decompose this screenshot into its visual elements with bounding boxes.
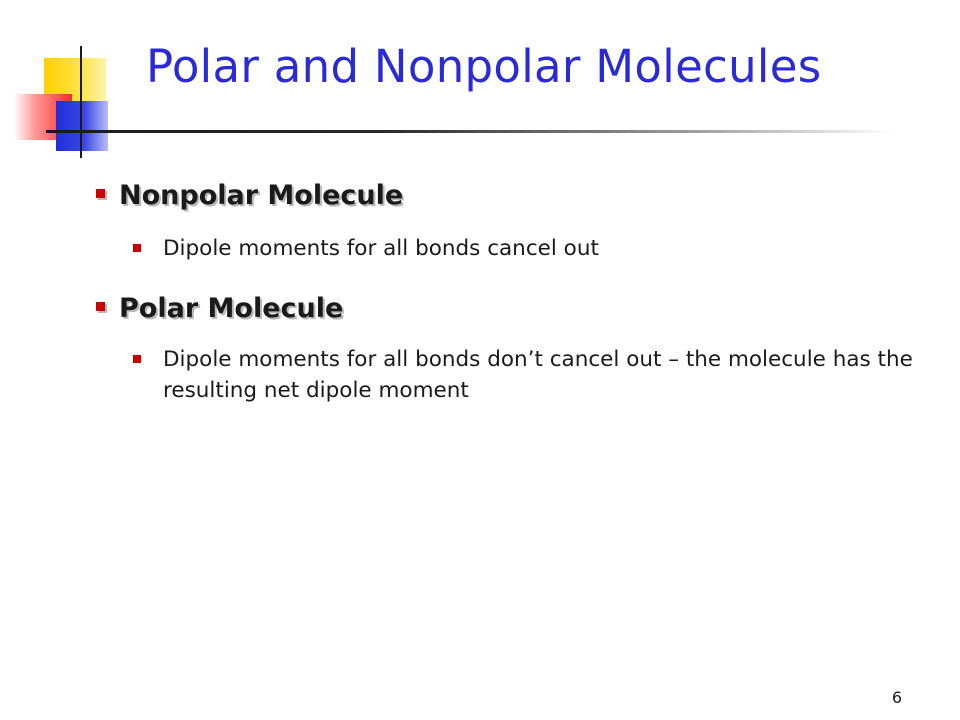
decorative-vertical-line <box>80 46 82 158</box>
bullet-label: Polar Molecule <box>119 293 344 324</box>
square-bullet-icon <box>96 302 105 311</box>
decorative-blue-block <box>56 101 108 151</box>
sub-bullet-polar <box>133 344 913 406</box>
square-bullet-icon <box>96 189 105 198</box>
bullet-polar-molecule <box>96 293 343 324</box>
slide-title: Polar and Nonpolar Molecules <box>146 40 822 93</box>
bullet-label: Nonpolar Molecule <box>119 180 404 211</box>
square-bullet-icon <box>133 355 141 363</box>
square-bullet-icon <box>133 244 141 252</box>
sub-bullet-text: Dipole moments for all bonds don’t cancel out – the molecule has the resulting net dipole moment <box>163 347 913 403</box>
sub-bullet-text: Dipole moments for all bonds cancel out <box>163 236 599 261</box>
page-number: 6 <box>891 688 902 707</box>
title-underline <box>46 130 896 133</box>
bullet-nonpolar-molecule <box>96 180 403 211</box>
sub-bullet-nonpolar <box>133 233 893 264</box>
